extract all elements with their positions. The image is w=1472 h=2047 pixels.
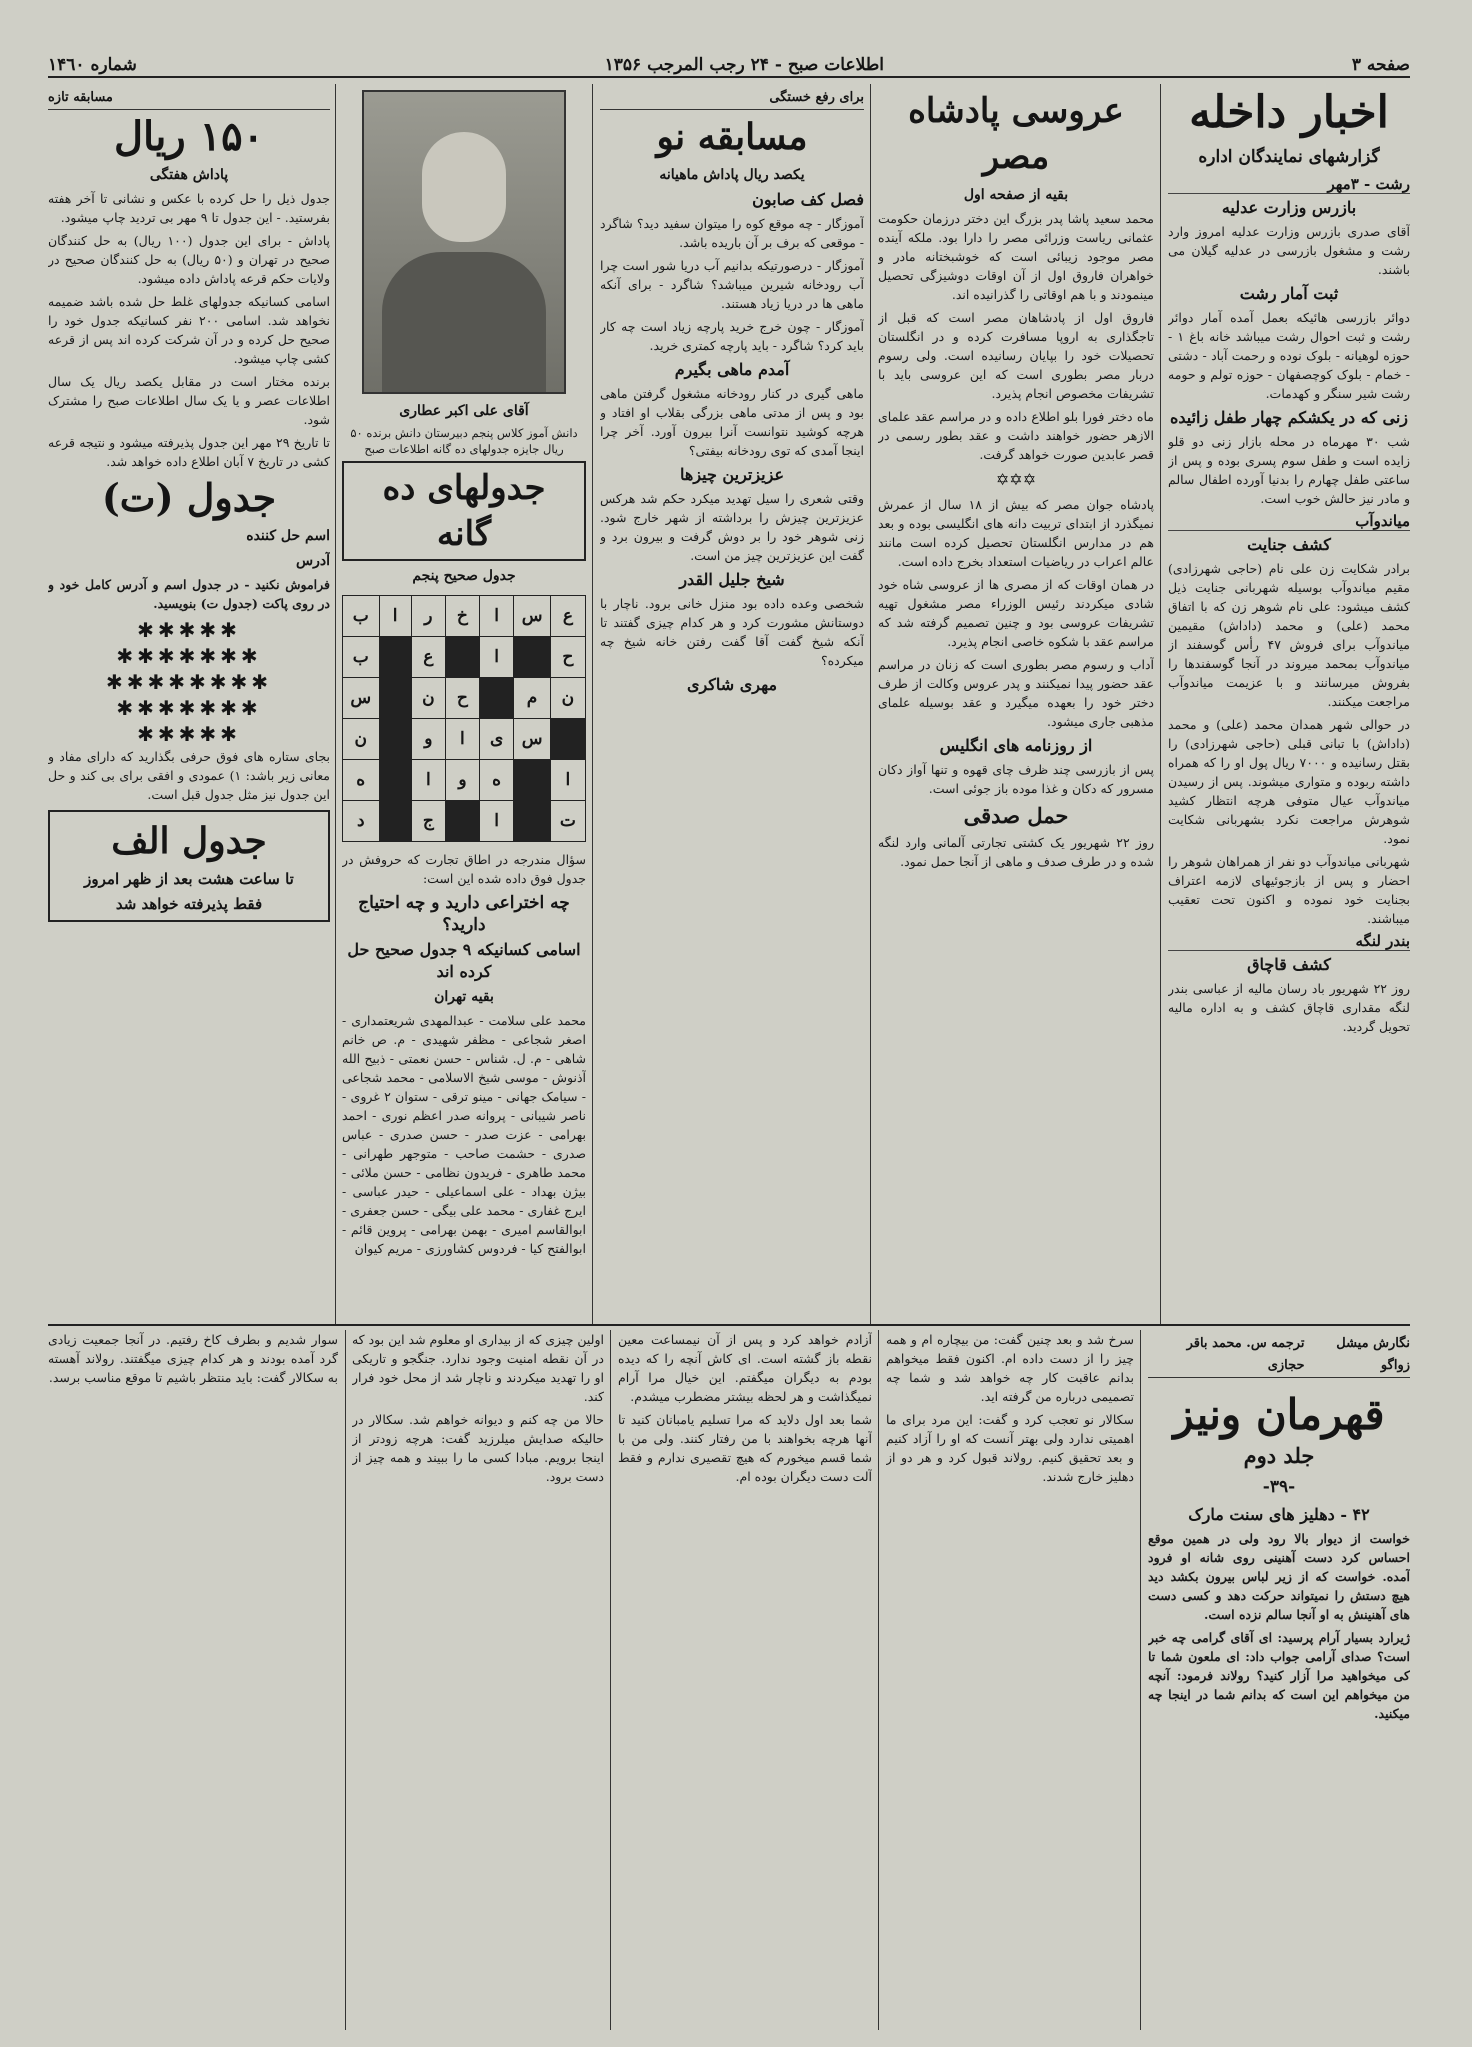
article-text: شخصی وعده داده بود منزل خانی برود. ناچار با دوستانش مشورت کرد و هر کدام چیزی گفتند تا آنکه شیخ گفت آقا گفت رفتن خانه شیخ چه میکرده؟ [600, 596, 864, 668]
crossword-grid [342, 595, 586, 842]
novel-text: اولین چیزی که از بیداری او معلوم شد این بود که در آن نقطه امنیت وجود ندارد. جنگجو و تاریکی او را تهدید میکردند و ناچار شد از محل خود فرار کند. [352, 1332, 604, 1404]
crossword-cell: ب [343, 637, 380, 678]
article-text: دوائر بازرسی هائیکه بعمل آمده آمار دوائر رشت و ثبت احوال رشت میباشد خانه باغ ۱ - حوزه لوهیانه - بلوک نوده و رحمت آباد - دشتی - خمام - بلوک کوچصفهان - حوزه تولم و حومه رشت شیر سنگر و کهدمات. [1168, 310, 1410, 401]
kicker: برای رفع خستگی [600, 87, 864, 110]
prize-amount: ۱۵۰ ریال [113, 113, 265, 160]
crossword-cell: ا [411, 760, 445, 801]
crossword-cell: ی [479, 719, 513, 760]
winners-title: اسامی کسانیکه ۹ جدول صحیح حل کرده اند [347, 940, 581, 981]
star-divider-icon: ✡✡✡ [995, 470, 1037, 489]
continued-note: بقیه از صفحه اول [963, 187, 1069, 203]
table-t-title: جدول (ت) [101, 475, 277, 520]
article-text: روز ۲۲ شهریور باد رسان مالیه از عباسی بندر لنگه مقداری قاچاق کشف و به اداره مالیه تحویل گردید. [1168, 981, 1410, 1034]
section-title: فصل کف صابون [752, 190, 864, 209]
novel-text: آزادم خواهد کرد و پس از آن نیمساعت معین نقطه باز گشته است. ای کاش آنچه را که دیده بودم به دیگران میگفتم. این خیال مرا آرام نمیگذاشت و هر لحظه بیشتر مضطرب میشدم. [618, 1332, 872, 1404]
column-puzzles [342, 84, 586, 1326]
article-text: آموزگار - درصورتیکه بدانیم آب دریا شور است چرا آب رودخانه شیرین میباشد؟ شاگرد - برای آنکه ماهی ها در دریا زیاد هستند. [600, 258, 864, 311]
novel-text: سوار شدیم و بطرف کاخ رفتیم. در آنجا جمعیت زیادی گرد آمده بودند و هر کدام چیزی میگفتند. رولاند آهسته به سکالار گفت: باید منتظر باشیم تا موقع مناسب برسد. [48, 1332, 338, 1385]
article-text: ماهی گیری در کنار رودخانه مشغول گرفتن ماهی بود و پس از مدتی ماهی بزرگی بقلاب او افتاد و هرچه کوشید نتوانست آنرا بیرون آورد. آخر چرا اینجا آمدی که توی رودخانه بیفتی؟ [600, 386, 864, 458]
crossword-cell: ا [445, 719, 479, 760]
crossword-cell: ب [343, 596, 380, 637]
crossword-black-cell [445, 801, 479, 842]
byline: نگارش میشل زواگو [1336, 1336, 1410, 1373]
novel-title: قهرمان ونیز [1173, 1390, 1385, 1439]
serial-novel-column-2 [886, 1330, 1134, 2030]
crossword-cell: س [343, 678, 380, 719]
solver-label: اسم حل کننده [246, 528, 330, 544]
article-text: وقتی شعری را سیل تهدید میکرد حکم شد هرکس عزیزترین چیزش را برداشته از شهر خارج شود. زنی شوهر خود را بر دوش گرفت و بیرون برد و گفت این عزیزترین چیز من است. [600, 491, 864, 563]
headline: بازرس وزارت عدلیه [1221, 198, 1357, 217]
article-text: پاداش - برای این جدول (۱۰۰ ریال) به حل کنندگان صحیح در تهران و (۵۰ ریال) به حل کنندگان صحیح در ولایات حکم قرعه پاداش داده میشود. [48, 233, 330, 286]
domestic-news-subtitle: گزارشهای نمایندگان اداره [1198, 147, 1380, 167]
crossword-cell: ح [445, 678, 479, 719]
crossword-cell: ن [343, 719, 380, 760]
crossword-cell: ن [550, 678, 585, 719]
column-domestic-news [1168, 84, 1410, 1326]
star-puzzle-grid-icon: ✱✱✱✱✱ ✱✱✱✱✱✱✱ ✱✱✱✱✱✱✱✱ ✱✱✱✱✱✱✱ ✱✱✱✱✱ [105, 618, 273, 746]
article-text: برادر شکایت زن علی نام (حاجی شهرزادی) مقیم میاندوآب بوسیله شهربانی جنایت ذیل کشف میشود: علی نام شوهر زن که با اتفاق محمد (علی) و محمد (داداش) مقیمین میاندوآب برای فروش ۴۷ رأس گوسفند از میاندوآب بمحمد میروند در آنجا گوسفندها را بفروش میرسانند و با عزیمت میاندوآب مراجعت میکنند. [1168, 561, 1410, 709]
section-title: عزیزترین چیزها [680, 465, 784, 484]
headline: ثبت آمار رشت [1239, 284, 1339, 303]
crossword-row [343, 760, 586, 801]
crossword-black-cell [550, 719, 585, 760]
crossword-black-cell [379, 678, 411, 719]
crossword-cell: ه [343, 760, 380, 801]
page-number: صفحه ۳ [1351, 55, 1410, 75]
headline: زنی که در یکشکم چهار طفل زائیده [1169, 408, 1409, 427]
crossword-cell: ع [550, 596, 585, 637]
section-title: شیخ جلیل القدر [679, 570, 785, 589]
table-alef-note: تا ساعت هشت بعد از ظهر امروز [84, 870, 294, 888]
column-fresh-contest [48, 84, 330, 1326]
prize-subtitle: پاداش هفتگی [149, 167, 229, 183]
crossword-cell: ر [411, 596, 445, 637]
crossword-cell: ا [379, 596, 411, 637]
page-header [48, 54, 1410, 78]
crossword-row [343, 801, 586, 842]
photo-caption-name: آقای علی اکبر عطاری [399, 403, 529, 419]
crossword-row [343, 719, 586, 760]
crossword-cell: ج [411, 801, 445, 842]
crossword-cell: س [514, 719, 550, 760]
table-alef-note: فقط پذیرفته خواهد شد [115, 895, 263, 913]
reminder-text: فراموش نکنید - در جدول اسم و آدرس کامل خود و در روی پاکت (جدول ت) بنویسید. [48, 577, 330, 611]
issue-number: شماره ۱۴٦۰ [48, 55, 137, 75]
crossword-cell: س [514, 596, 550, 637]
article-text: اسامی کسانیکه جدولهای غلط حل شده باشد ضمیمه نخواهد شد. اسامی ۲۰۰ نفر کسانیکه جدول خود را صحیح حل کرده و در آن شرکت کرده اند پس از قرعه کشی چاپ میشود. [48, 294, 330, 366]
issue-date-line: اطلاعات صبح - ۲۴ رجب المرجب ۱۳۵۶ [604, 55, 884, 75]
crossword-cell: د [343, 801, 380, 842]
serial-novel-column-5 [48, 1330, 338, 2030]
article-text: روز ۲۲ شهریور یک کشتی تجارتی آلمانی وارد لنگه شده و در طرف صدف و ماهی از آنجا حمل نمود. [878, 835, 1154, 869]
crossword-black-cell [379, 760, 411, 801]
crossword-cell: ا [479, 801, 513, 842]
column-egypt-wedding [878, 84, 1154, 1326]
article-text: پادشاه جوان مصر که بیش از ۱۸ سال از عمرش نمیگذرد از ابتدای تربیت دانه های انگلیسی بوده و بعد هم در مدارس انگلستان تحصیل کرده است مانند عالم اعراب در ریاضیات استعداد بخرج داده است. [878, 497, 1154, 569]
puzzle-note: سؤال مندرجه در اطاق تجارت که حروفش در جدول فوق داده شده این است: [342, 852, 586, 886]
novel-episode: -۳۹- [1262, 1477, 1296, 1497]
signature: مهری شاکری [686, 675, 778, 694]
crossword-black-cell [445, 637, 479, 678]
novel-text: سرخ شد و بعد چنین گفت: من بیچاره ام و همه چیز را از دست داده ام. اکنون فقط میخواهم بدانم عاقبت کار چه خواهد شد و شما چه تصمیمی درباره من گرفته اید. [886, 1332, 1134, 1404]
article-text: در همان اوقات که از مصری ها از عروسی شاه خود شادی میکردند رئیس الوزراء مصر مشغول تهیه تشریفات عروسی بود و چنین تصمیم گرفته شد که مراسم عقد با شکوه خاصی انجام پذیرد. [878, 577, 1154, 649]
crossword-cell: ا [479, 637, 513, 678]
crossword-cell: ت [550, 801, 585, 842]
column-new-contest [600, 84, 864, 1326]
headline: کشف جنایت [1247, 535, 1331, 554]
article-text: آداب و رسوم مصر بطوری است که زنان در مراسم عقد حضور پیدا نمیکنند و پدر عروس وکالت از طرف دختر خود را بعهده میگیرد و عقد بوسیله علمای مذهبی جاری میشود. [878, 657, 1154, 729]
crossword-row [343, 637, 586, 678]
crossword-cell: خ [445, 596, 479, 637]
domestic-news-title: اخبار داخله [1189, 87, 1389, 138]
article-text: آقای صدری بازرس وزارت عدلیه امروز وارد رشت و مشغول بازرسی در عدلیه گیلان می باشند. [1168, 224, 1410, 277]
dateline: بندر لنگه [1168, 932, 1410, 951]
crossword-row [343, 678, 586, 719]
section-title: از روزنامه های انگلیس [939, 736, 1093, 755]
crossword-black-cell [479, 678, 513, 719]
winners-city: بقیه تهران [434, 989, 494, 1005]
crossword-black-cell [379, 801, 411, 842]
table-alef-title: جدول الف [111, 820, 267, 862]
photo-caption: دانش آموز کلاس پنجم دبیرستان دانش برنده ۵۰ ریال جایزه جدولهای ده گانه اطلاعات صبح [350, 426, 578, 456]
crossword-cell: ا [550, 760, 585, 801]
serial-novel-column-3 [618, 1330, 872, 2030]
article-text: ماه دختر فورا بلو اطلاع داده و در مراسم عقد علمای الازهر حضور خواهند داشت و عقد بطور رسمی در قصر عابدین صورت خواهد گرفت. [878, 409, 1154, 462]
article-text: آموزگار - چه موقع کوه را میتوان سفید دید؟ شاگرد - موقعی که برف بر آن باریده باشد. [600, 216, 864, 250]
winner-portrait-photo [362, 90, 566, 394]
kicker: مسابقه تازه [48, 87, 330, 110]
crossword-cell: و [411, 719, 445, 760]
article-text: تا تاریخ ۲۹ مهر این جدول پذیرفته میشود و نتیجه قرعه کشی در تاریخ ۷ آبان اطلاع داده خواهد شد. [48, 435, 330, 469]
crossword-cell: ن [411, 678, 445, 719]
article-text: آموزگار - چون خرج خرید پارچه زیاد است چه کار باید کرد؟ شاگرد - باید پارچه کمتری خرید. [600, 319, 864, 353]
article-text: در حوالی شهر همدان محمد (علی) و محمد (داداش) با تبانی قبلی (حاجی شهرزادی) را بقتل رسانیده و ۷۰۰۰ ریال پول او را که همراه داشته ربوده و متواری میشوند. پس از رسیدن میاندوآب عیال متوفی هرچه انتظار کشید شوهرش مراجعت نکرد بشهربانی شکایت نمود. [1168, 717, 1410, 846]
crossword-cell: ه [479, 760, 513, 801]
crossword-cell: ح [550, 637, 585, 678]
egypt-wedding-title: عروسی پادشاه مصر [908, 91, 1124, 177]
translator: ترجمه س. محمد باقر حجازی [1186, 1336, 1305, 1373]
contest-title: مسابقه نو [656, 116, 808, 158]
puzzles-subtitle: جدول صحیح پنجم [412, 568, 516, 584]
article-text: شب ۳۰ مهرماه در محله بازار زنی دو قلو زایده است و طفل سوم پسری بوده و پس از ساعتی طفل چهارم را بدنیا آورده اطفال سالم و مادر نیز حالش خوب است. [1168, 434, 1410, 506]
table-alef-box [48, 810, 330, 922]
novel-text: سکالار نو تعجب کرد و گفت: این مرد برای ما اهمیتی ندارد ولی بهتر آنست که او را آزاد کنیم و بعد تحقیق کنیم. رولاند قبول کرد و هر دو از دهلیز خارج شدند. [886, 1412, 1134, 1484]
serial-novel-title-column [1148, 1330, 1410, 2030]
puzzles-title: جدولهای ده گانه [342, 461, 586, 561]
crossword-black-cell [379, 719, 411, 760]
crossword-black-cell [379, 637, 411, 678]
novel-text: شما بعد اول دلاید که مرا تسلیم یامبانان کنید تا آنها هرچه بخواهند با من رفتار کنند. ولی من با شما قسم میخورم که هیچ تقصیری ندارم و فقط آلت دست دیگران بوده ام. [618, 1412, 872, 1484]
section-title: آمدم ماهی بگیرم [674, 360, 790, 379]
dateline: رشت - ۳مهر [1168, 175, 1410, 194]
article-text: برنده مختار است در مقابل یکصد ریال یک سال اطلاعات عصر و یا یک سال اطلاعات صبح را مشترک شود. [48, 374, 330, 427]
novel-text: ژیرارد بسیار آرام پرسید: ای آقای گرامی چه خبر است؟ صدای آرامی جواب داد: ای ملعون شما تا کی میخواهید مرا آزار کنید؟ رولاند فرمود: آنچه من میخواهم این است که بدانم شما در اینجا چه میکنید. [1148, 1630, 1410, 1721]
section-title: حمل صدقی [963, 803, 1069, 828]
crossword-black-cell [514, 637, 550, 678]
contest-subtitle: یکصد ریال پاداش ماهیانه [659, 167, 805, 183]
puzzle-hint: بجای ستاره های فوق حرفی بگذارید که دارای مفاد و معانی زیر باشد: ۱) عمودی و افقی برای بی کند و حل این جدول نیز مثل جدول قبل است. [48, 749, 330, 802]
chapter-title: ۴۲ - دهلیز های سنت مارک [1188, 1505, 1370, 1524]
puzzle-question: چه اختراعی دارید و چه احتیاج دارید؟ [358, 893, 570, 935]
novel-text: حالا من چه کنم و دیوانه خواهم شد. سکالار در حالیکه صدایش میلرزید گفت: هرچه زودتر از اینجا برویم. مبادا کسی ما را ببیند و همه چیز از دست برود. [352, 1412, 604, 1484]
article-text: جدول ذیل را حل کرده با عکس و نشانی تا آخر هفته بفرستید. - این جدول تا ۹ مهر بی تردید چاپ میشود. [48, 191, 330, 225]
crossword-black-cell [514, 801, 550, 842]
headline: کشف قاچاق [1247, 955, 1331, 974]
article-text: پس از بازرسی چند ظرف چای قهوه و تنها آواز دکان مسرور که دکان و غذا موده باز جوئی است. [878, 762, 1154, 796]
novel-volume: جلد دوم [1243, 1443, 1315, 1468]
article-text: فاروق اول از پادشاهان مصر است که قبل از تاجگذاری به اروپا مسافرت کرده و در انگلستان تحصیلات خود را بپایان رسانیده است. ولی رسوم دربار مصر بطوری است که این عروسی باید با تشریفات مخصوص انجام پذیرد. [878, 310, 1154, 401]
dateline: میاندوآب [1168, 512, 1410, 531]
address-label: آدرس [296, 553, 330, 569]
crossword-cell: و [445, 760, 479, 801]
crossword-cell: ع [411, 637, 445, 678]
crossword-cell: ا [479, 596, 513, 637]
serial-novel-column-4 [352, 1330, 604, 2030]
article-text: محمد سعید پاشا پدر بزرگ این دختر درزمان حکومت عثمانی ریاست وزرائی مصر را دارا بود. ملکه آینده مصر موجود زیبائی است که خوشبختانه مادر و خواهران فاروق اول از آن اوقات دوشیزگی تحصیل مینمودند و با هم اوقاتی را گذرانیده اند. [878, 211, 1154, 302]
novel-text: خواست از دیوار بالا رود ولی در همین موقع احساس کرد دست آهنینی روی شانه او فرود آمده. خواست که از زیر لباس بیرون بکشد دید هیچ دستش را نمیتواند حرکت دهد و کسی دست های آهنینش به او آنجا سالم نزده است. [1148, 1531, 1410, 1622]
crossword-row [343, 596, 586, 637]
winners-list: محمد علی سلامت - عبدالمهدی شریعتمداری - اصغر شجاعی - مظفر شهیدی - م. ص خانم شاهی - م. ل. شناس - حسن نعمتی - ذبیح الله آذنوش - موسی شیخ الاسلامی - محمد شجاعی - سیامک جهانی - مینو ترقی - ستوان ۲ غروی - ناصر شیبانی - پروانه صدر اعظم نوری - احمد بهرامی - عزت صدر - حسن صدری - عباس صدری - حشمت صاحب - متوجهر طهرانی - محمد طاهری - فریدون نظامی - حسن ملائی - بیژن بهداد - علی اسماعیلی - حیدر عباسی - ایرج غفاری - محمد علی بیگی - حسن جعفری - ابوالقاسم امیری - بهمن بهرامی - پروین قائم - ابوالفتح کیا - فردوس کشاورزی - مریم کیوان [342, 1013, 586, 1256]
article-text: شهربانی میاندوآب دو نفر از همراهان شوهر را احضار و پس از بازجوئیهای لازمه اعتراف بجنایت خود نموده و اکنون تحت تعقیب میباشند. [1168, 854, 1410, 926]
crossword-cell: م [514, 678, 550, 719]
crossword-black-cell [514, 760, 550, 801]
